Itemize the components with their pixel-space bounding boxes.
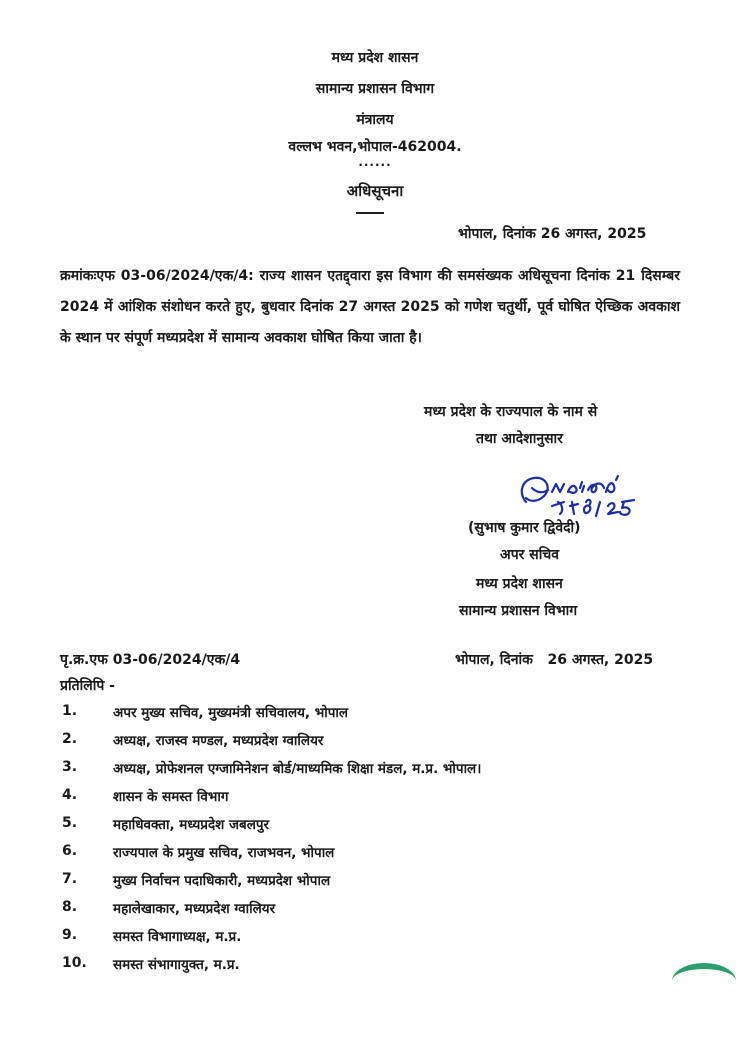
list-item: अध्यक्ष, राजस्व मण्डल, मध्यप्रदेश ग्वालियर: [113, 733, 324, 749]
list-item: शासन के समस्त विभाग: [113, 789, 229, 805]
separator-dots: ......: [358, 155, 392, 169]
list-item-number: 2.: [62, 731, 78, 747]
list-item: समस्त संभागायुक्त, म.प्र.: [113, 957, 240, 973]
signatory-office-2: सामान्य प्रशासन विभाग: [459, 603, 578, 619]
list-item: समस्त विभागाध्यक्ष, म.प्र.: [113, 929, 242, 945]
address: वल्लभ भवन,भोपाल-462004.: [288, 139, 462, 155]
seal-fragment: [672, 963, 736, 999]
endorsement-date: भोपाल, दिनांक 26 अगस्त, 2025: [455, 652, 654, 668]
title-underline: [356, 212, 384, 214]
list-item: अपर मुख्य सचिव, मुख्यमंत्री सचिवालय, भोपाल: [113, 705, 349, 721]
signatory-office-1: मध्य प्रदेश शासन: [476, 576, 563, 592]
signatory-name: (सुभाष कुमार द्विवेदी): [468, 520, 581, 536]
list-item: महालेखाकार, मध्यप्रदेश ग्वालियर: [113, 901, 276, 917]
handwritten-signature: [512, 462, 697, 524]
copy-heading: प्रतिलिपि -: [60, 678, 115, 694]
list-item-number: 9.: [62, 927, 78, 943]
notification-body: क्रमांकःएफ 03-06/2024/एक/4: राज्य शासन एतद्द्वारा इस विभाग की समसंख्यक अधिसूचना दिनांक 21 दिसम्बर 2024 में आंशिक संशोधन करते हुए, बुधवार दिनांक 27 अगस्त 2025 को गणेश चतुर्थी, पूर्व घोषित ऐच्छिक अवकाश के स्थान पर संपूर्ण मध्यप्रदेश में सामान्य अवकाश घोषित किया जाता है।: [60, 268, 680, 346]
notification-date: भोपाल, दिनांक 26 अगस्त, 2025: [458, 226, 647, 242]
document-title: अधिसूचना: [346, 182, 404, 200]
list-item-number: 6.: [62, 843, 78, 859]
authority-line-2: तथा आदेशानुसार: [476, 431, 563, 447]
list-item-number: 1.: [62, 703, 78, 719]
list-item: मुख्य निर्वाचन पदाधिकारी, मध्यप्रदेश भोपाल: [113, 873, 331, 889]
list-item-number: 4.: [62, 787, 78, 803]
list-item: महाधिवक्ता, मध्यप्रदेश जबलपुर: [113, 817, 270, 833]
ministry-name: मंत्रालय: [356, 112, 394, 128]
list-item-number: 10.: [62, 955, 87, 971]
list-item-number: 3.: [62, 759, 78, 775]
list-item-number: 8.: [62, 899, 78, 915]
department-name: सामान्य प्रशासन विभाग: [315, 81, 435, 97]
signatory-designation: अपर सचिव: [500, 547, 560, 563]
list-item-number: 7.: [62, 871, 78, 887]
list-item-number: 5.: [62, 815, 78, 831]
govt-name: मध्य प्रदेश शासन: [331, 50, 419, 66]
authority-line-1: मध्य प्रदेश के राज्यपाल के नाम से: [424, 404, 598, 420]
list-item: अध्यक्ष, प्रोफेशनल एग्जामिनेशन बोर्ड/माध्यमिक शिक्षा मंडल, म.प्र. भोपाल।: [113, 761, 482, 777]
list-item: राज्यपाल के प्रमुख सचिव, राजभवन, भोपाल: [113, 845, 335, 861]
endorsement-ref-number: पृ.क्र.एफ 03-06/2024/एक/4: [60, 652, 241, 668]
